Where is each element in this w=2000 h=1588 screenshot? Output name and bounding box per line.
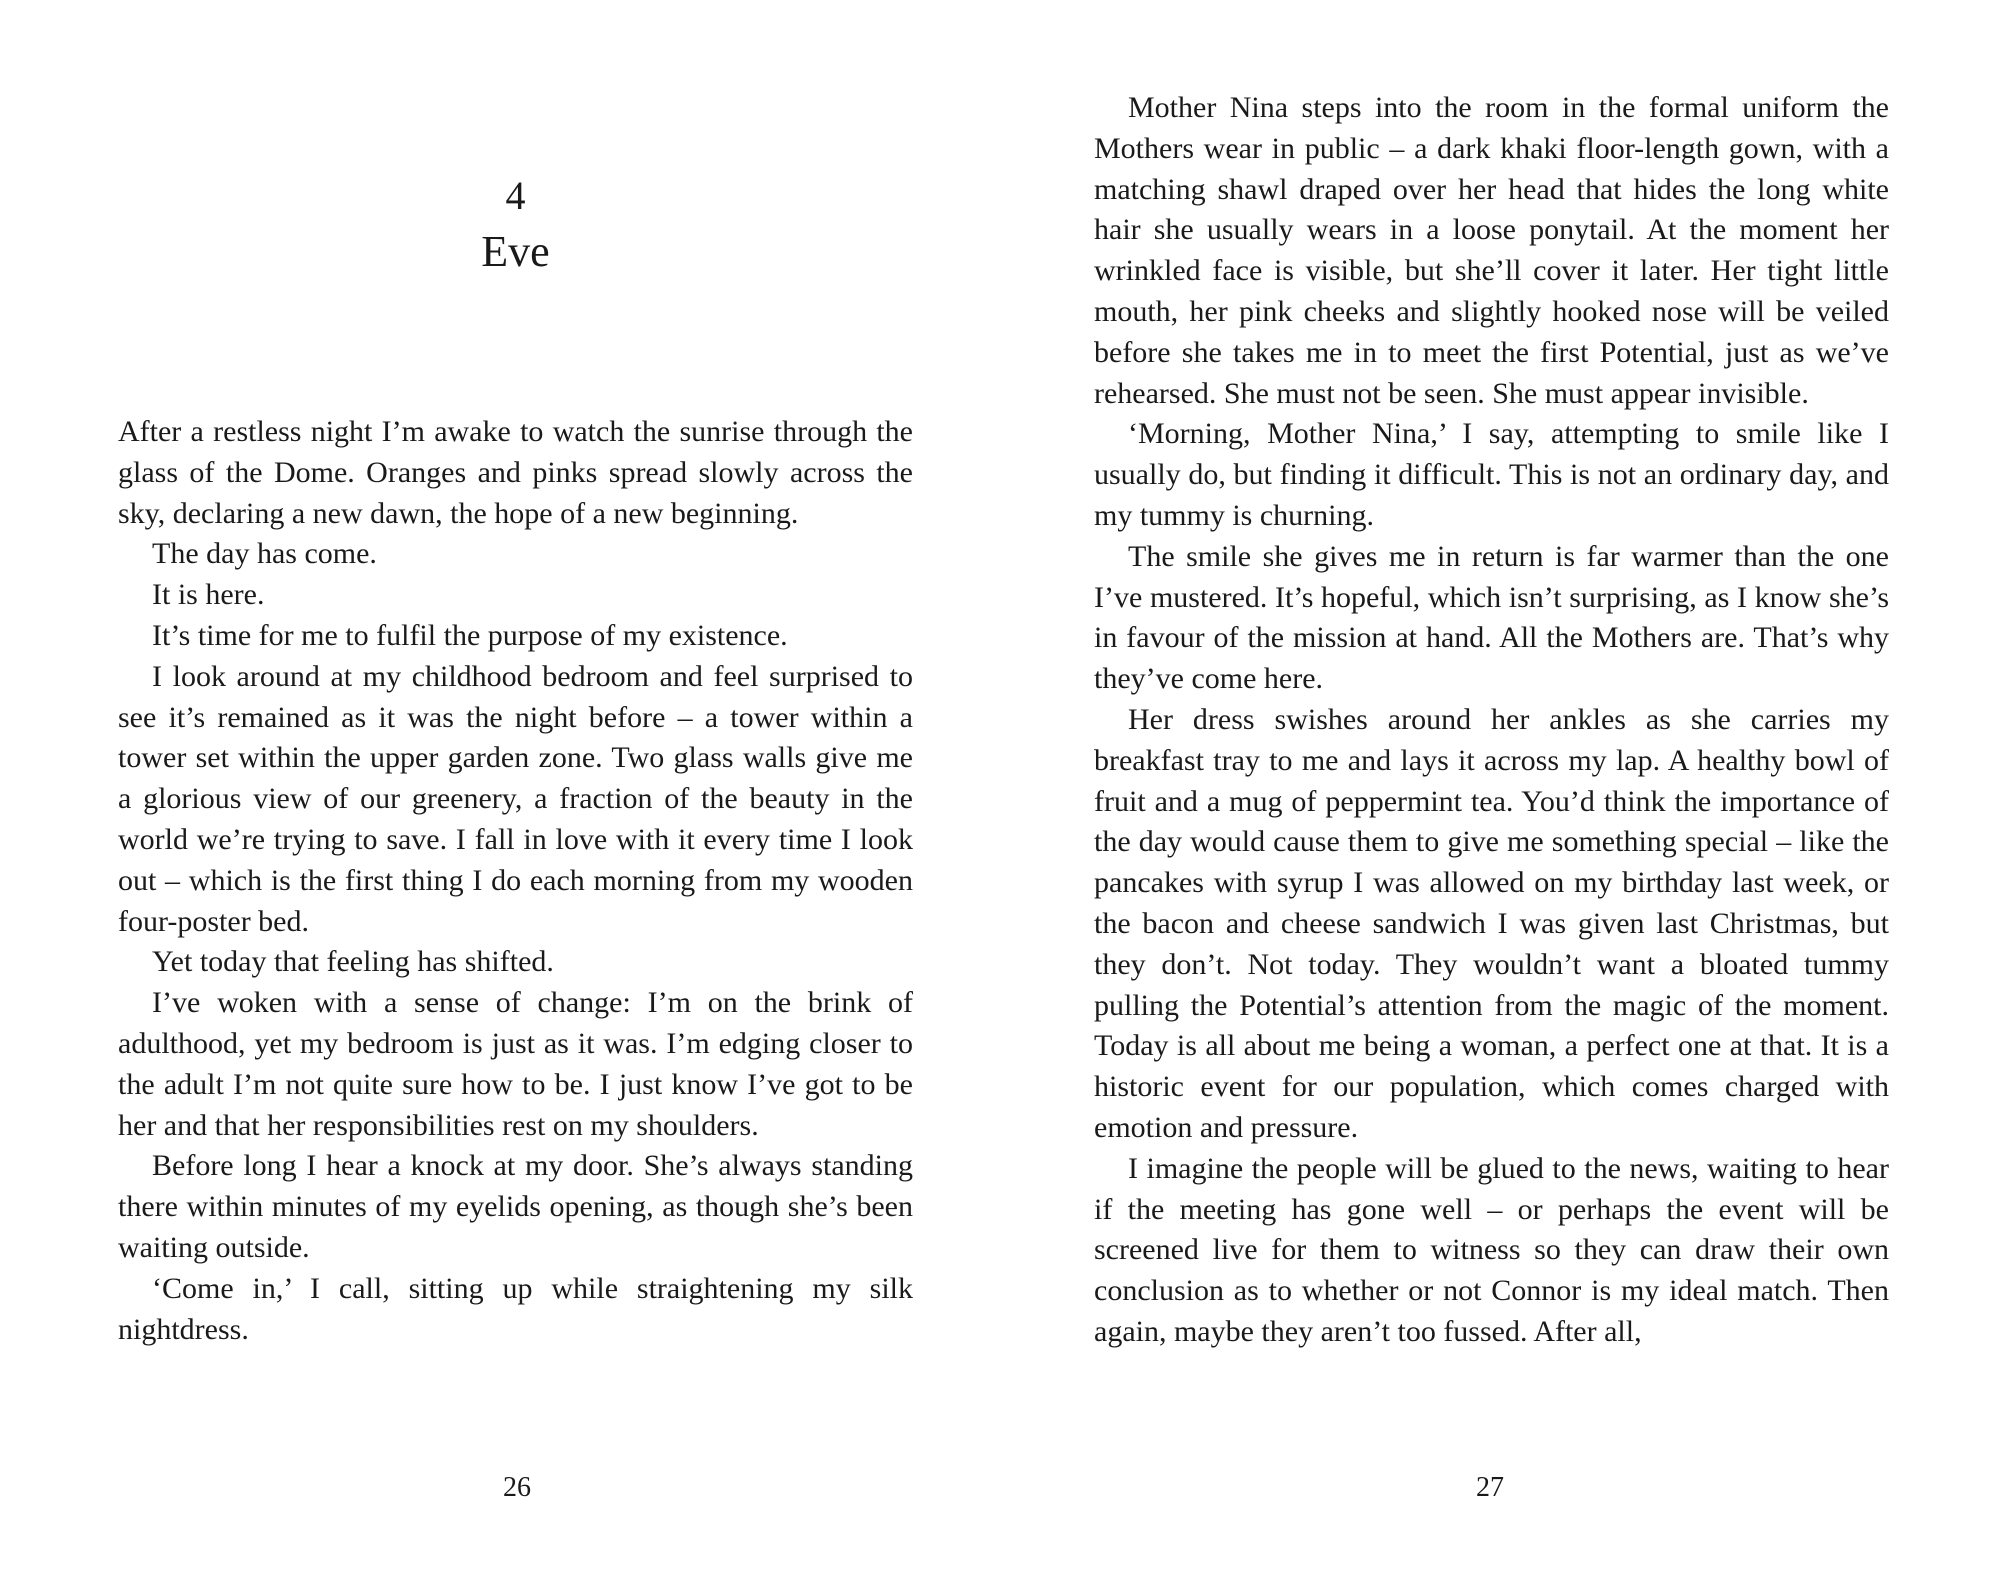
paragraph: Mother Nina steps into the room in the formal uniform the Mothers wear in public – a dark khaki floor-length gown, with a matching shawl draped over her head that hides the long white hair she usually wears in a loose ponytail. At the moment her wrinkled face is visible, but she’ll cover it later. Her tight little mouth, her pink cheeks and slightly hooked nose will be veiled before she takes me in to meet the first Potential, just as we’ve rehearsed. She must not be seen. She must appear invisible.	[1094, 91, 1889, 410]
paragraph: Yet today that feeling has shifted.	[152, 945, 554, 979]
paragraph: ‘Come in,’ I call, sitting up while straightening my silk nightdress.	[118, 1271, 913, 1346]
right-page-body	[1094, 88, 1889, 1353]
paragraph: ‘Morning, Mother Nina,’ I say, attempting to smile like I usually do, but finding it difficult. This is not an ordinary day, and my tummy is churning.	[1094, 417, 1889, 532]
chapter-heading	[118, 170, 913, 282]
paragraph: The smile she gives me in return is far warmer than the one I’ve mustered. It’s hopeful, which isn’t surprising, as I know she’s in favour of the mission at hand. All the Mothers are. That’s why they’ve come here.	[1094, 539, 1889, 696]
right-page	[1000, 0, 2000, 1588]
paragraph: I look around at my childhood bedroom and feel surprised to see it’s remained as it was the night before – a tower within a tower set within the upper garden zone. Two glass walls give me a glorious view of our greenery, a fraction of the beauty in the world we’re trying to save. I fall in love with it every time I look out – which is the first thing I do each morning from my wooden four-poster bed.	[118, 659, 913, 938]
paragraph: I’ve woken with a sense of change: I’m on the brink of adulthood, yet my bedroom is just as it was. I’m edging closer to the adult I’m not quite sure how to be. I just know I’ve got to be her and that her responsibilities rest on my shoulders.	[118, 986, 913, 1142]
paragraph: It is here.	[152, 578, 265, 612]
chapter-number: 4	[505, 173, 526, 218]
page-number: 27	[1476, 1472, 1504, 1503]
left-page-body	[118, 412, 913, 1350]
paragraph: Before long I hear a knock at my door. She’s always standing there within minutes of my eyelids opening, as though she’s been waiting outside.	[118, 1149, 913, 1264]
page-number: 26	[503, 1472, 531, 1503]
paragraph: It’s time for me to fulfil the purpose of my existence.	[152, 618, 788, 652]
paragraph: I imagine the people will be glued to the news, waiting to hear if the meeting has gone well – or perhaps the event will be screened live for them to witness so they can draw their own conclusion as to whether or not Connor is my ideal match. Then again, maybe they aren’t too fussed. After all,	[1094, 1151, 1889, 1348]
paragraph: The day has come.	[152, 537, 377, 571]
paragraph: After a restless night I’m awake to watch the sunrise through the glass of the Dome. Oranges and pinks spread slowly across the sky, declaring a new dawn, the hope of a new beginning.	[118, 415, 913, 530]
paragraph: Her dress swishes around her ankles as she carries my breakfast tray to me and lays it across my lap. A healthy bowl of fruit and a mug of peppermint tea. You’d think the importance of the day would cause them to give me something special – like the pancakes with syrup I was allowed on my birthday last week, or the bacon and cheese sandwich I was given last Christmas, but they don’t. Not today. They wouldn’t want a bloated tummy pulling the Potential’s attention from the magic of the moment. Today is all about me being a woman, a perfect one at that. It is a historic event for our population, which comes charged with emotion and pressure.	[1094, 702, 1889, 1144]
chapter-title: Eve	[481, 227, 550, 276]
